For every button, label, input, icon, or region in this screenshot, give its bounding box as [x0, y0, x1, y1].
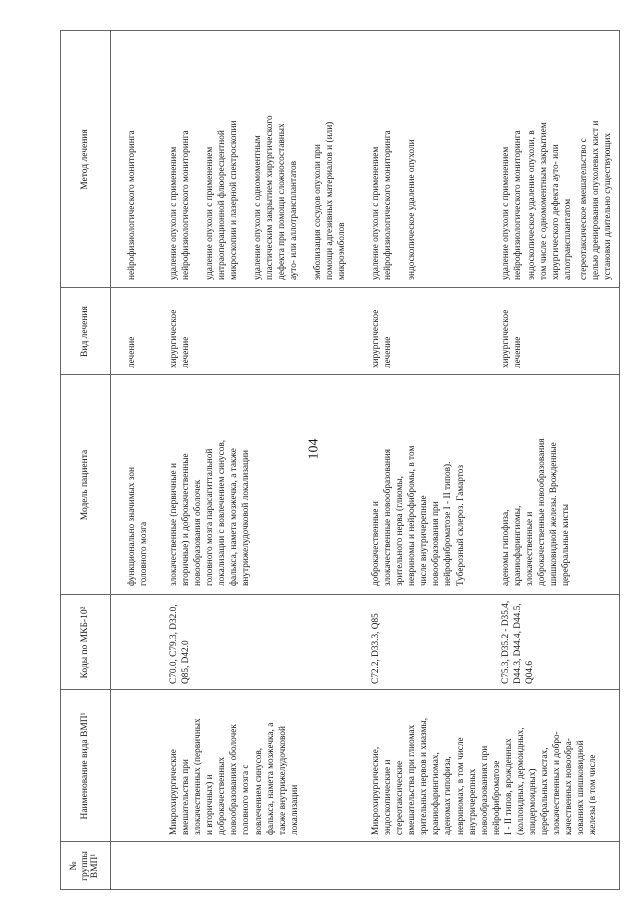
- row0-model: функционально значимых зон головного мозга: [127, 467, 150, 586]
- row0-treatment: лечение: [127, 336, 137, 368]
- row2-name: Микрохирургические, эндоскопические и стереотаксические вмешательства при глиомах зрительных нервов и хиазмы, краниофарингиомах, аденомах гипофиза, невриномах, в том числе внутричерепных новообразованиях при нейрофиброматозе I - II типов, врожденных (коллоидных, дермоидных, эпидермоидных) церебральных кистах, злокачественных и добро- качественных новообра- зованиях шишковидной железы (в том числе: [371, 717, 599, 835]
- row1-treatment: хирургическое лечение: [169, 309, 192, 368]
- row1-method-1: удаление опухоли с применением нейрофизиологического мониторинга: [169, 130, 192, 280]
- rotated-table: [60, 30, 620, 890]
- row2-treatment-b: хирургическое лечение: [501, 309, 524, 368]
- row2-treatment-a: хирургическое лечение: [371, 309, 394, 368]
- row2-method-b2: эндоскопическое удаление опухоли, в том числе с одномоментным закрытием хирургического дефекта ауто- или аллотрансплантатом: [527, 122, 574, 280]
- row0-method: нейрофизиологического мониторинга: [127, 130, 137, 280]
- header-name: Наименование вида ВМП¹: [79, 712, 90, 820]
- row1-method-3: удаление опухоли с одномоментным пластическим закрытием хирургического дефекта при помощи сложносоставных ауто- или аллотрансплантатов: [253, 115, 300, 280]
- table-grid: [60, 30, 620, 890]
- row2-model-a: доброкачественные и злокачественные новообразования зрительного нерва (глиомы, невриномы и нейрофибромы, в том числе внутричерепные новообразования при нейрофиброматозе I - II типов). Туберозный склероз. Гамартоз: [371, 445, 466, 586]
- header-codes: Коды по МКБ-10²: [79, 606, 90, 679]
- row1-name: Микрохирургические вмешательства при злокачественных (первичных и вторичных) и доброкачественных новообразованиях оболочек головного мозга с вовлечением синусов, фалькса, намета мозжечка, а также внутрижелудочковой локализации: [169, 718, 300, 835]
- row1-codes: C70.0, C79.3, D32.0, Q85, D42.0: [169, 604, 192, 684]
- header-treatment-type: Вид лечения: [79, 306, 90, 357]
- row1-method-4: эмболизация сосудов опухоли при помощи адгезивных материалов и (или) микроэмболов: [313, 121, 348, 280]
- row2-method-a1: удаление опухоли с применением нейрофизиологического мониторинга: [371, 130, 394, 280]
- row2-model-b: аденомы гипофиза, краниофарингиомы, злокачественные и доброкачественные новообразования шишковидной железы. Врожденные церебральные кисты: [501, 438, 572, 586]
- row1-model: злокачественные (первичные и вторичные) и доброкачественные новообразования оболочек головного мозга парасагиттальной локализации с вовлечением синусов, фалькса, намета мозжечка, а также внутрижелудочковой локализации: [169, 439, 252, 586]
- row2-method-a2: эндоскопическое удаление опухоли: [407, 139, 417, 280]
- row2-method-b3: стереотаксическое вмешательство с целью дренирования опухолевых кист и установки длительно существующих: [579, 120, 614, 280]
- header-method: Метод лечения: [79, 129, 90, 190]
- header-group: № группы ВМП¹: [68, 851, 101, 881]
- page-number: 104: [306, 438, 322, 460]
- row2-codes-b: C75.3, D35.2 - D35.4, D44.3, D44.4, D44.5, Q04.6: [501, 600, 536, 684]
- row2-method-b1: удаление опухоли с применением нейрофизиологического мониторинга: [501, 130, 524, 280]
- row2-codes-a: C72.2, D33.3, Q85: [371, 613, 381, 684]
- row1-method-2: удаление опухоли с применением интраоперационной флюоресцентной микроскопии и лазерной спектроскопии: [205, 120, 240, 280]
- header-model: Модель пациента: [79, 449, 90, 521]
